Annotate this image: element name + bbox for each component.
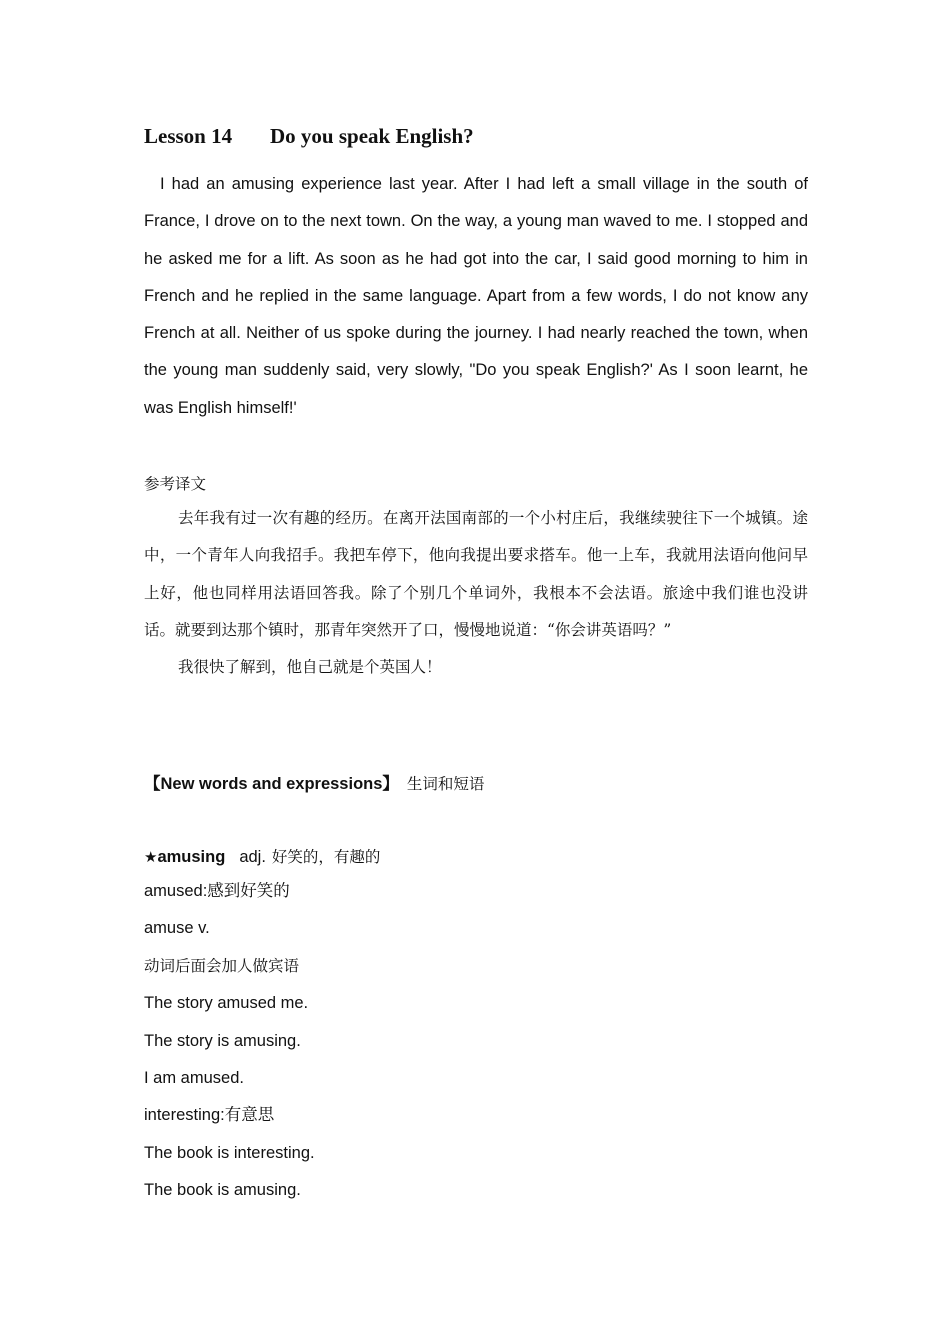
lesson-number: Lesson 14 [144,124,233,148]
new-words-heading-en: 【New words and expressions】 [144,775,399,793]
example-line: interesting:有意思 [144,1106,275,1125]
example-line: amused:感到好笑的 [144,882,290,900]
vocab-meaning: 好笑的，有趣的 [271,848,381,866]
new-words-heading [144,770,484,794]
example-line: The book is amusing. [144,1181,301,1200]
example-line: amuse v. [144,919,210,938]
new-words-heading-cn: 生词和短语 [406,775,485,793]
vocab-word: amusing [157,848,226,866]
vocab-examples [144,873,315,1210]
vocab-entry-amusing [144,845,380,867]
translation-paragraph-1: 去年我有过一次有趣的经历。在离开法国南部的一个小村庄后，我继续驶往下一个城镇。途中，一个青年人向我招手。我把车停下，他向我提出要求搭车。他一上车，我就用法语向他问早上好，他也同样用法语回答我。除了个别几个单词外，我根本不会法语。旅途中我们谁也没讲话。就要到达那个镇时，那青年突然开了口，慢慢地说道：“你会讲英语吗？” [144,509,808,639]
translation-label: 参考译文 [144,475,207,493]
example-line: I am amused. [144,1068,244,1087]
translation-paragraph-2: 我很快了解到，他自己就是个英国人！ [178,658,442,676]
star-icon: ★ [144,849,158,866]
example-line: The book is interesting. [144,1143,315,1162]
story-paragraph: I had an amusing experience last year. After I had left a small village in the south of France, I drove on to the next town. On the way, a young man waved to me. I stopped and he asked me for a lift. As soon as he had got into the car, I said good morning to him in French and he replied in the same language. Apart from a few words, I do not know any French at all. Neither of us spoke during the journey. I had nearly reached the town, when the young man suddenly said, very slowly, "Do you speak English?' As I soon learnt, he was English himself!' [144,175,808,417]
example-line: The story is amusing. [144,1031,301,1050]
example-line: The story amused me. [144,994,309,1013]
vocab-part-of-speech: adj. [239,848,266,866]
lesson-title [144,124,474,149]
example-line: 动词后面会加人做宾语 [144,956,300,975]
lesson-name: Do you speak English? [270,124,474,148]
